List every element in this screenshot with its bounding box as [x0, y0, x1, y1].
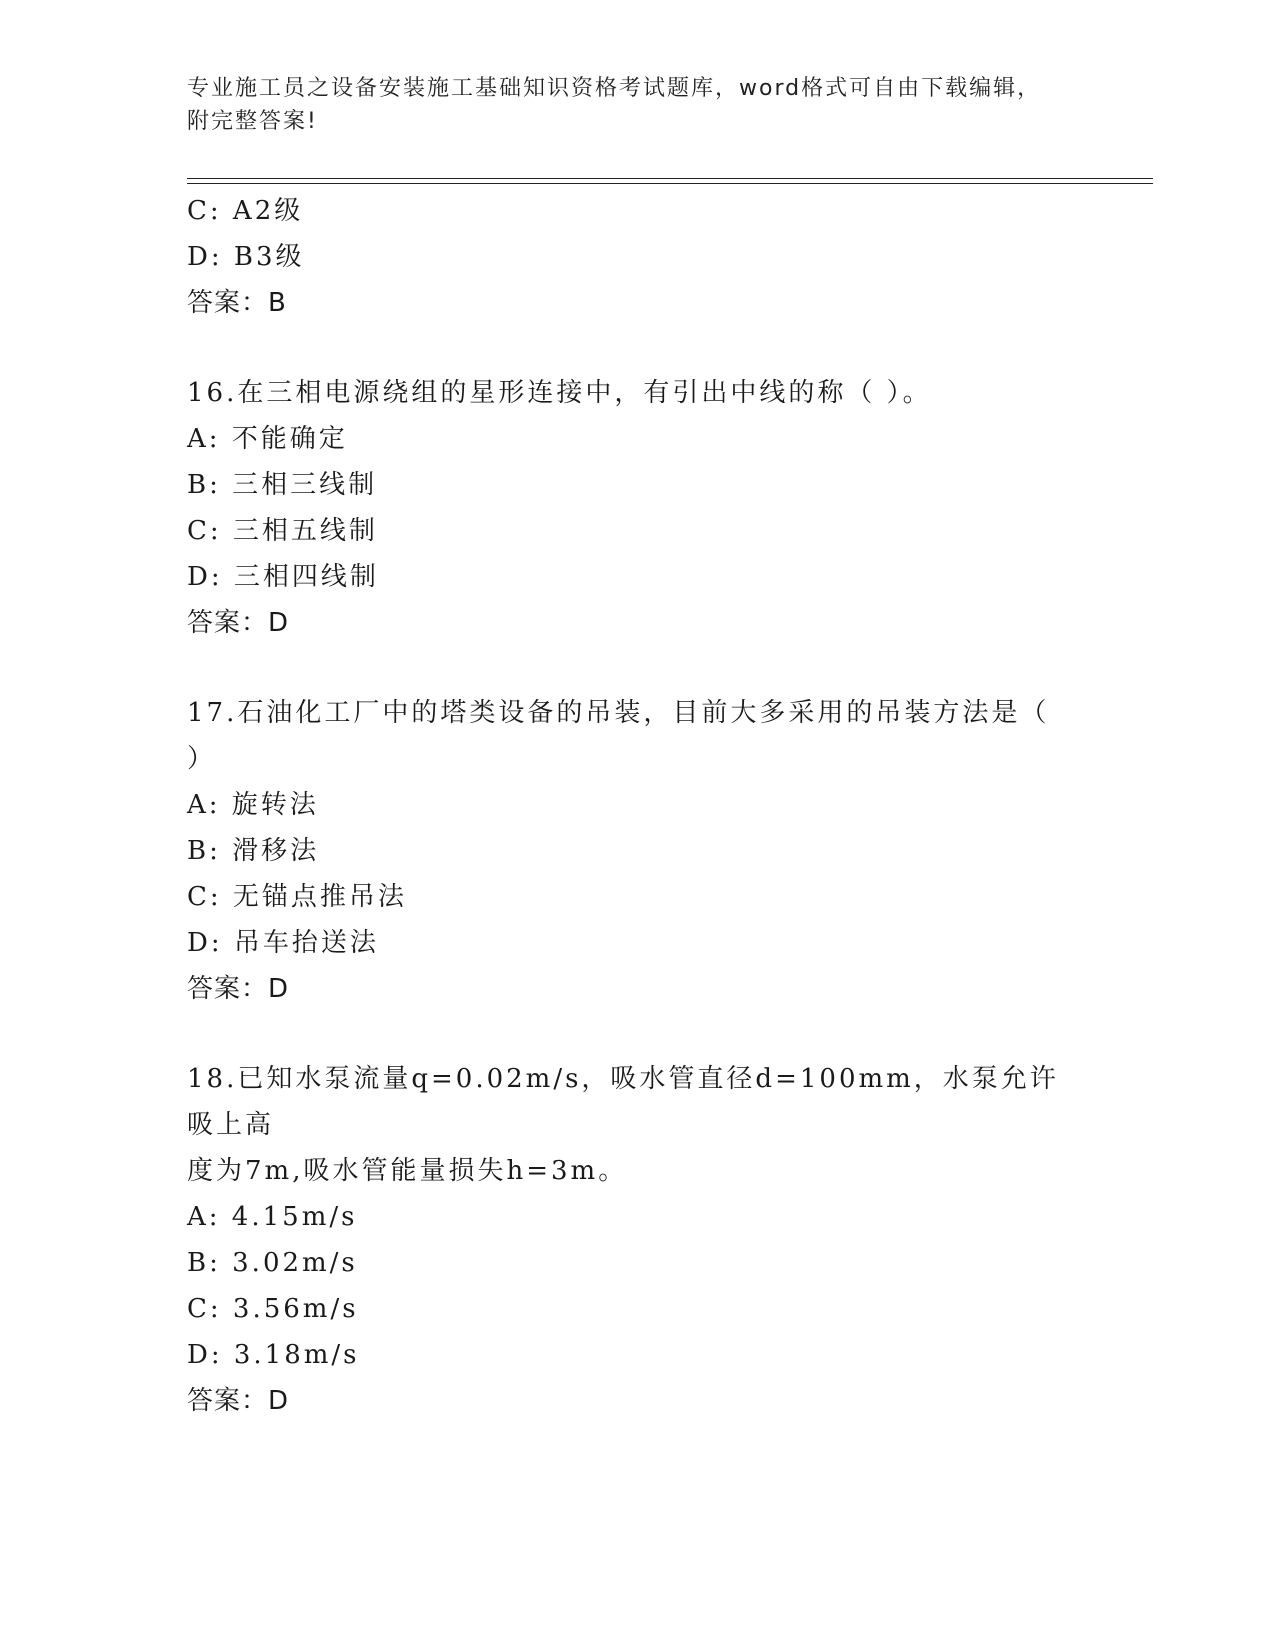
question-17 [187, 690, 1087, 1012]
question-text: 17.石油化工厂中的塔类设备的吊装，目前大多采用的吊装方法是（ [187, 698, 1050, 728]
header-divider [187, 178, 1153, 184]
question-text: 18.已知水泵流量q=0.02m/s，吸水管直径d=100mm，水泵允许吸上高 [187, 1064, 1059, 1140]
option-b: B: 三相三线制 [187, 470, 378, 500]
option-a: A: 不能确定 [187, 424, 348, 454]
question-text-continued: ） [187, 744, 217, 774]
answer-line: 答案：D [187, 608, 290, 638]
header-line-1: 专业施工员之设备安装施工基础知识资格考试题库，word格式可自由下载编辑， [187, 76, 1042, 101]
question-content [187, 188, 1087, 1424]
option-c: C: 三相五线制 [187, 516, 378, 546]
answer-line: 答案：B [187, 288, 287, 318]
question-16 [187, 370, 1087, 646]
question-text-continued: 度为7m,吸水管能量损失h=3m。 [187, 1156, 628, 1186]
header-line-2: 附完整答案! [187, 109, 318, 134]
question-18 [187, 1056, 1087, 1424]
answer-line: 答案：D [187, 974, 290, 1004]
option-c: C: A2级 [187, 196, 304, 226]
option-d: D: 3.18m/s [187, 1340, 360, 1370]
answer-line: 答案：D [187, 1386, 290, 1416]
option-d: D: B3级 [187, 242, 305, 272]
previous-question-tail [187, 188, 1087, 326]
option-a: A: 旋转法 [187, 790, 319, 820]
option-d: D: 三相四线制 [187, 562, 379, 592]
option-d: D: 吊车抬送法 [187, 928, 379, 958]
document-header [187, 72, 1067, 138]
option-b: B: 滑移法 [187, 836, 320, 866]
option-c: C: 无锚点推吊法 [187, 882, 407, 912]
option-b: B: 3.02m/s [187, 1248, 358, 1278]
option-c: C: 3.56m/s [187, 1294, 359, 1324]
question-text: 16.在三相电源绕组的星形连接中，有引出中线的称（ ）。 [187, 378, 932, 408]
option-a: A: 4.15m/s [187, 1202, 358, 1232]
